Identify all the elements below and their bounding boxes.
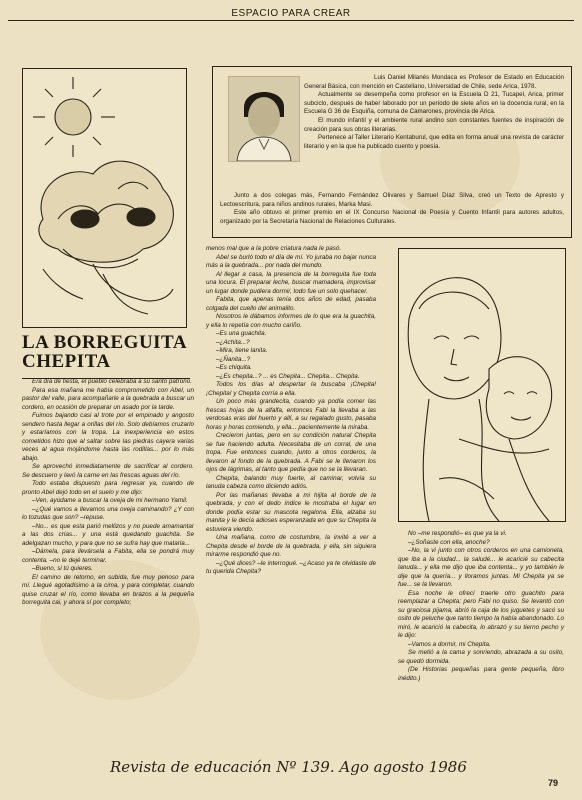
mother-child-illustration xyxy=(398,248,566,522)
story-paragraph: Era día de fiesta, el pueblo celebraba a su santo patrono. xyxy=(32,378,192,385)
story-paragraph: –¿Achita...? xyxy=(216,338,250,346)
bio-paragraph: Junto a dos colegas más, Fernando Fernández Olivares y Samuel Díaz Silva, creó un Texto de Apresto y Lectoescritura, para niños andinos rurales, Marka Masi. xyxy=(220,192,564,208)
story-paragraph: El camino de retorno, en subida, fue muy penoso para mí. Llegué agotadísimo a la cima, y para completar, cuando quise cruzar el río, como llevaba en brazos a la pequeña borreguita cai, y ahora sí por completo; xyxy=(22,573,194,606)
story-paragraph: Fuimos bajando casi al trote por el empinado y angosto sendero hasta llegar a orillas del río. Solo debíamos cruzarlo y estaríamos con la tropa. La inexperiencia en estos cometidos hizo que al saltar sobre las piedras cayera varias veces al agua mojándome hasta las rodillas... por lo más abajo. xyxy=(22,412,194,462)
story-paragraph: Un poco más grandecita, cuando ya podía comer las frescas hojas de la alfalfa, entonces Fabi la llevaba a las verdosas eras del huerto y allí, a su regalado gusto, pasaba horas y horas comiendo, y ella... pacientemente la miraba. xyxy=(206,398,376,431)
story-paragraph: –Ven, ayúdame a buscar la oveja de mi hermano Yamil. xyxy=(32,497,188,504)
page-number: 79 xyxy=(548,778,559,788)
sheep-illustration xyxy=(22,68,187,328)
story-paragraph: No –me respondió– es que ya la vi. xyxy=(408,530,507,537)
bio-paragraph: Actualmente se desempeña como profesor en la Escuela D 21, Tucapel, Arica, primer subciclo, después de haber laborado por un período de siete años en la docencia rural, en la Escuela G 36 de Esquiña, comuna de Camarones, provincia de Arica. xyxy=(304,91,564,116)
story-title: LA BORREGUITA CHEPITA xyxy=(22,332,186,372)
section-header xyxy=(0,0,582,22)
story-paragraph: –Bueno, si tú quieres. xyxy=(32,565,93,572)
story-paragraph: –No... es que esta parió mellizos y no puede amamantar a las dos crías... y una está quedando guachita. Se adelgazan mucho, y para que no se sufra hay que matarla... xyxy=(22,522,194,547)
story-paragraph: –¿Soñaste con ella, anoche? xyxy=(408,538,490,546)
sheep-drawing xyxy=(23,69,186,327)
story-paragraph: Por las mañanas llevaba a mi hijita al borde de la quebrada, y con el dedo índice le mostraba el lugar en donde podía estar su mascota regalona. Ella, alzaba su manita y le decía adioses esperanzada en que su Chepita la estuviera viendo. xyxy=(206,491,376,533)
story-paragraph: –Dámela, para llevársela a Fabita, ella se pondrá muy contenta. –no le dejé terminar. xyxy=(22,548,194,564)
author-bio xyxy=(304,74,564,151)
story-source-note: (De Historias pequeñas para gente pequeña, libro inédito.) xyxy=(398,666,564,682)
story-paragraph: Una mañana, como de costumbre, la invité a ver a Chepita desde el borde de la quebrada, y ella, sin siquiera mirarme respondió que no. xyxy=(206,534,376,558)
story-paragraph: –Es una guachita. xyxy=(216,330,267,337)
bio-paragraph: Pertenece al Taller Literario Kentaburul, que edita en forma anual una revista de carácter literario y en la que ha publicado cuento y poesía. xyxy=(304,134,564,150)
story-paragraph: Todo estaba dispuesto para regresar ya, cuando de pronto Abel dejó todo en el suelo y me dijo: xyxy=(22,480,194,496)
author-photo xyxy=(228,76,300,162)
author-bio-continued xyxy=(220,192,564,226)
story-paragraph: –Vamos a dormir, mi Chepita. xyxy=(408,640,491,648)
story-paragraph: –¿Qué vamos a llevarnos una oveja caminando? ¿Y con lo tozudas que son? –repuse. xyxy=(22,505,194,521)
story-paragraph: Fabita, que apenas tenía dos años de edad, pasaba colgada del cuello del animalito. xyxy=(206,296,376,312)
mother-child-drawing xyxy=(399,249,565,521)
story-paragraph: Para esa mañana me había comprometido con Abel, un pastor del valle, para acompañarle a la quebrada a buscar un cordero, en ocasión de preparar un asado por la tarde. xyxy=(22,386,194,411)
section-title: ESPACIO PARA CREAR xyxy=(231,8,351,19)
author-portrait xyxy=(229,77,299,161)
story-paragraph: Se metió a la cama y sonriendo, abrazada a su osito, se quedó dormida. xyxy=(398,649,564,665)
story-column-1 xyxy=(22,378,194,608)
story-paragraph: Todos los días al despertar la buscaba ¡Chepita! ¡Chepita! y Chepita corría a ella. xyxy=(206,381,376,397)
bio-paragraph: Luis Daniel Milanés Mondaca es Profesor de Estado en Educación General Básica, con mención en Castellano, Universidad de Chile, sede Arica, 1978. xyxy=(304,74,564,90)
bio-paragraph: Este año obtuvo el primer premio en el IX Concurso Nacional de Poesía y Cuento Infantil para autores adultos, organizado por la Secretaría Nacional de Relaciones Culturales. xyxy=(220,209,564,225)
story-paragraph: –Es chiquita. xyxy=(216,364,253,371)
story-paragraph: –¿Es chepita...? ... es Chepita... Chepita... Chepita. xyxy=(216,372,360,380)
header-rule xyxy=(8,20,574,21)
story-paragraph: Nosotros le dábamos informes de lo que era la guachita, y ella lo repetía con mucho cariño. xyxy=(206,313,376,329)
story-column-3 xyxy=(398,530,564,683)
bio-paragraph: El mundo infantil y el ambiente rural andino son constantes fuentes de inspiración de creación para sus obras literarias. xyxy=(304,116,564,133)
story-paragraph: Chepita, balando muy fuerte, al caminar, volvía su lanuda cabeza como diciendo adiós. xyxy=(206,474,376,490)
story-paragraph: Abel se burló todo el día de mí. Yo juraba no bajar nunca más a la quebrada... por nada del mundo. xyxy=(206,253,376,269)
story-column-2 xyxy=(206,245,376,577)
story-paragraph: –¿Qué dices? –le interrogué. –¿Acaso ya te olvidaste de tu querida Chepita? xyxy=(206,559,376,575)
story-paragraph: –Mira, tiene lanita. xyxy=(216,347,268,354)
story-paragraph: menos mal que a la pobre criatura nada le pasó. xyxy=(206,245,342,252)
story-paragraph: Se aprovechó inmediatamente de sacrificar al cordero. Se descuero y lavó la carne en las frescas aguas del río. xyxy=(22,463,194,479)
story-paragraph: –¿Ñanita...? xyxy=(216,355,251,363)
story-paragraph: –No, la vi junto con otros corderos en una camioneta, que iba a la ciudad... la saludé... le acaricié su cabecita lanuda... y ella me dijo que iba contenta... y yo también le dije que la quería... y lloramos juntas. Mi Chepita ya se fue... se la llevaron. xyxy=(398,547,564,588)
handwritten-citation: Revista de educación Nº 139. Ago agosto 1986 xyxy=(110,758,467,776)
story-paragraph: Crecieron juntas, pero en su condición natural Chepita se fue haciendo adulta. Necesitaba de un corral, de una tropa. Fue entonces cuando, junto a otros corderos, la llevaron al fondo de la quebrada. A Fabi se le llenaron los ojos de lágrimas, al tanto que pedía que no se la llevaran. xyxy=(206,432,376,473)
story-paragraph: Esa noche le ofrecí traerle otro guachito para reemplazar a Chepita; pero Fabi no quiso. Se levantó con su graciosa pijama, abrió la caja de los juguetes y sacó su osito de peluche que tanto tiempo la había abandonado. Lo miró, le acarició la cabecita, lo abrazó y su tierno pecho y le dijo: xyxy=(398,589,564,639)
story-paragraph: Al llegar a casa, la presencia de la borreguita fue toda una locura. El preparar leche, buscar mamadera, improvisar un lugar donde pudiera dormir, todo fue un solo quehacer. xyxy=(206,270,376,295)
